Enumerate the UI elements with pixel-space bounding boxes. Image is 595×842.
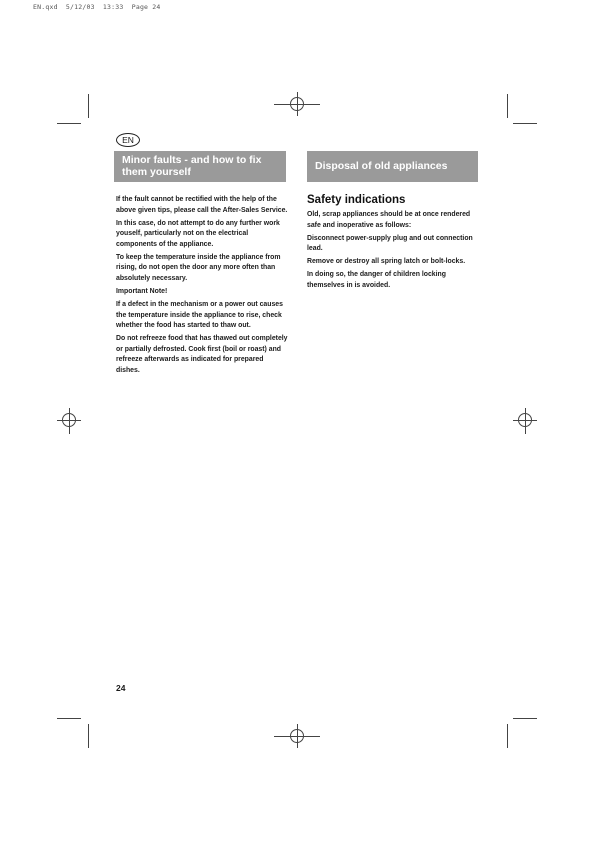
section-title: Minor faults - and how to fix them yourself [122,154,262,178]
paragraph: Do not refreeze food that has thawed out completely or partially defrosted. Cook first (boil or roast) and refreeze afterwards as indicated for prepared dishes. [116,335,288,374]
disposal-text [307,193,479,294]
paragraph: If a defect in the mechanism or a power out causes the temperature inside the appliance to rise, check whether the food has started to thaw out. [116,300,283,330]
section-header-minor-faults [114,151,286,182]
paragraph: Old, scrap appliances should be at once rendered safe and inoperative as follows: [307,211,471,229]
paragraph: In doing so, the danger of children locking themselves in is avoided. [307,271,446,289]
section-title: Disposal of old appliances [315,159,448,172]
minor-faults-text [116,195,288,379]
section-header-disposal [307,151,478,182]
print-slug: EN.qxd 5/12/03 13:33 Page 24 [33,3,161,11]
language-badge: EN [116,133,140,147]
paragraph: In this case, do not attempt to do any further work youself, particularly not on the electrical components of the appliance. [116,219,280,248]
paragraph: Remove or destroy all spring latch or bolt-locks. [307,258,466,266]
paragraph: Disconnect power-supply plug and out connection lead. [307,234,473,253]
paragraph: Important Note! [116,287,168,295]
paragraph: If the fault cannot be rectified with the help of the above given tips, please call the After-Sales Service. [116,196,288,214]
paragraph: To keep the temperature inside the appliance from rising, do not open the door any more often than absolutely necessary. [116,253,281,282]
safety-heading: Safety indications [307,194,406,206]
page-number: 24 [116,683,126,693]
